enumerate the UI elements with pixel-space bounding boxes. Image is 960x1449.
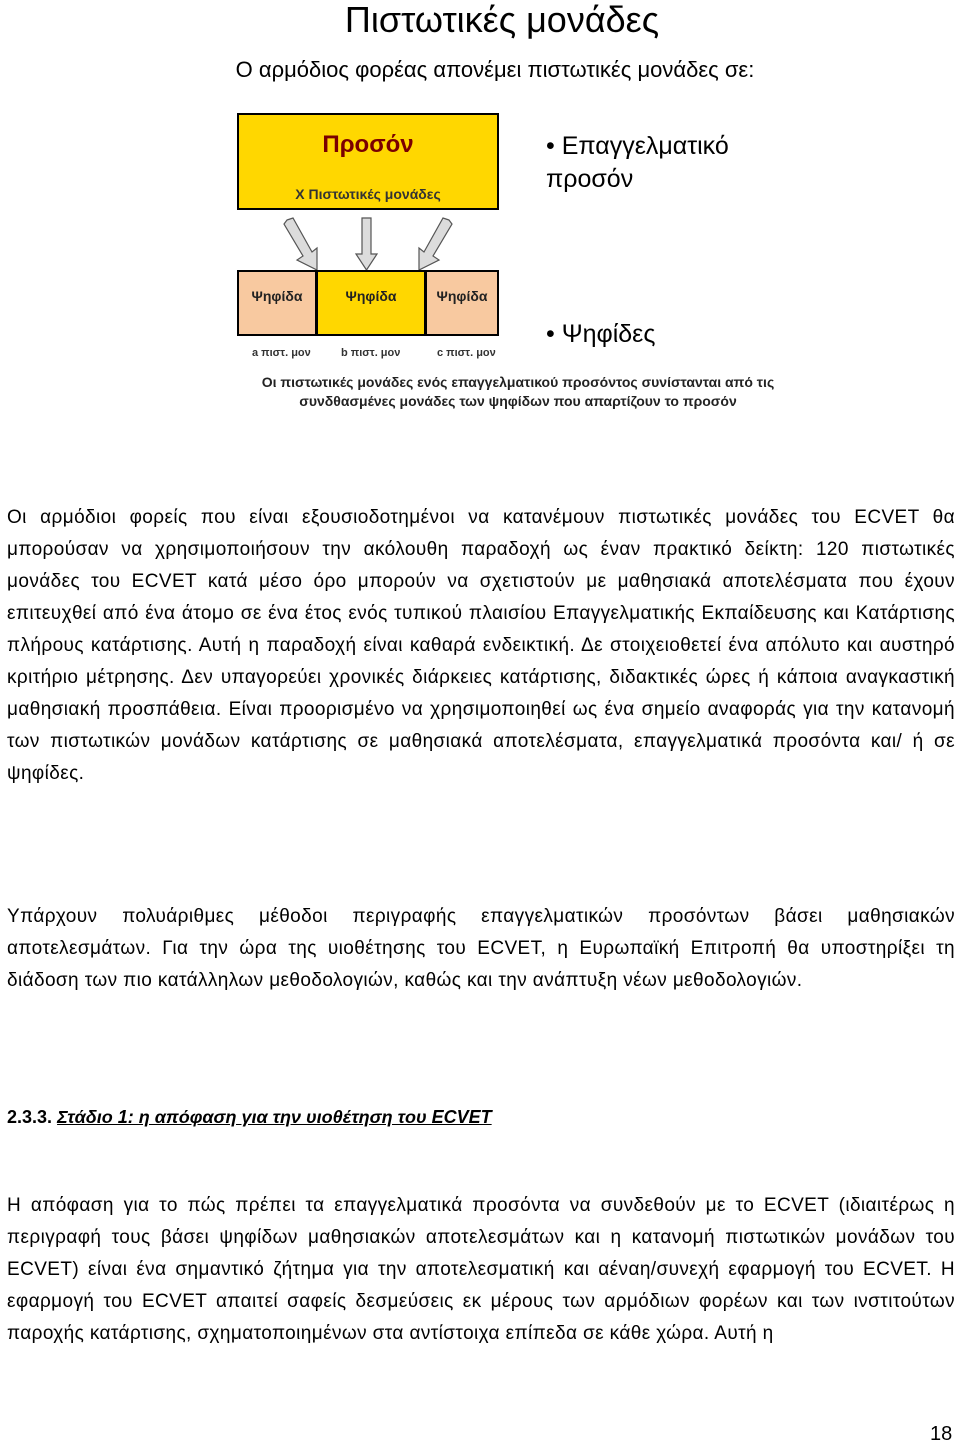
bullet-units: • Ψηφίδες xyxy=(546,320,656,348)
paragraph-1 xyxy=(7,502,955,790)
diagram-caption: Οι πιστωτικές μονάδες ενός επαγγελματικού προσόντος συνίστανται από τις συνδθασμένες μονάδες των ψηφίδων που απαρτίζουν το προσόν xyxy=(261,374,775,409)
page-title: Πιστωτικές μονάδες xyxy=(344,0,660,40)
paragraph-1-text: Οι αρμόδιοι φορείς που είναι εξουσιοδοτημένοι να κατανέμουν πιστωτικές μονάδες του ECVET θα μπορούσαν να χρησιμοποιήσουν την ακόλουθη παραδοχή ως έναν πρακτικό δείκτη: 120 πιστωτικές μονάδες του ECVET κατά μέσο όρο μπορούν να σχετιστούν με μαθησιακά αποτελέσματα που έχουν επιτευχθεί από ένα άτομο σε ένα έτος ενός τυπικού πλαισίου Επαγγελματικής Εκπαίδευσης και Κατάρτισης πλήρους κατάρτισης. Αυτή η παραδοχή είναι καθαρά ενδεικτική. Δε στοιχειοθετεί ένα απόλυτο και αυστηρό κριτήριο μέτρησης. Δεν υπαγορεύει χρονικές διάρκειες κατάρτισης, διδακτικές ώρες ή κάποια αναγκαστική μαθησιακή προσπάθεια. Είναι προορισμένο να χρησιμοποιηθεί ως ένα σημείο αναφοράς για την κατανομή των πιστωτικών μονάδων κατάρτισης σε μαθησιακά αποτελέσματα, επαγγελματικά προσόντα και/ ή σε ψηφίδες. xyxy=(7,507,955,784)
section-heading xyxy=(7,1107,492,1128)
unit-label-2: Ψηφίδα xyxy=(345,288,397,304)
paragraph-3 xyxy=(7,1190,955,1350)
unit-credit-2: b πιστ. μον xyxy=(341,347,401,359)
unit-label-1: Ψηφίδα xyxy=(251,288,303,304)
unit-credit-1: a πιστ. μον xyxy=(252,347,311,359)
unit-label-3: Ψηφίδα xyxy=(436,288,488,304)
paragraph-2 xyxy=(7,901,955,997)
bullet-qualification: • Επαγγελματικό προσόν xyxy=(546,132,729,193)
arrows-diagram xyxy=(237,210,499,272)
section-number: 2.3.3. xyxy=(7,1107,53,1127)
unit-credit-3: c πιστ. μον xyxy=(437,347,496,359)
qualification-box xyxy=(237,113,499,210)
arrow-left-icon xyxy=(284,218,317,270)
qualification-label: Προσόν xyxy=(322,131,414,158)
unit-box-2 xyxy=(316,270,426,336)
qualification-credits: Χ Πιστωτικές μονάδες xyxy=(295,186,441,202)
paragraph-3-text: Η απόφαση για το πώς πρέπει τα επαγγελματικά προσόντα να συνδεθούν με το ECVET (ιδιαιτέρως η περιγραφή τους βάσει ψηφίδων μαθησιακών αποτελεσμάτων και η κατανομή πιστωτικών μονάδων του ECVET) είναι ένα σημαντικό ζήτημα για την αποτελεσματική και αέναη/συνεχή εφαρμογή του ECVET. Η εφαρμογή του ECVET απαιτεί σαφείς δεσμεύσεις εκ μέρους των αρμόδιων φορέων και των ινστιτούτων παροχής κατάρτισης, σχηματοποιημένων στα αντίστοιχα επίπεδα σε κάθε χώρα. Αυτή η xyxy=(7,1195,955,1344)
section-title: Στάδιο 1: η απόφαση για την υιοθέτηση του ECVET xyxy=(57,1107,492,1127)
unit-box-3 xyxy=(425,270,499,336)
unit-box-1 xyxy=(237,270,317,336)
arrow-center-icon xyxy=(356,218,377,270)
page-subtitle: Ο αρμόδιος φορέας απονέμει πιστωτικές μονάδες σε: xyxy=(235,57,755,82)
paragraph-2-text: Υπάρχουν πολυάριθμες μέθοδοι περιγραφής επαγγελματικών προσόντων βάσει μαθησιακών αποτελεσμάτων. Για την ώρα της υιοθέτησης του ECVET, η Ευρωπαϊκή Επιτροπή θα υποστηρίξει τη διάδοση των πιο κατάλληλων μεθοδολογιών, καθώς και την ανάπτυξη νέων μεθοδολογιών. xyxy=(7,906,955,991)
arrow-right-icon xyxy=(419,218,452,270)
page-number: 18 xyxy=(930,1423,953,1445)
